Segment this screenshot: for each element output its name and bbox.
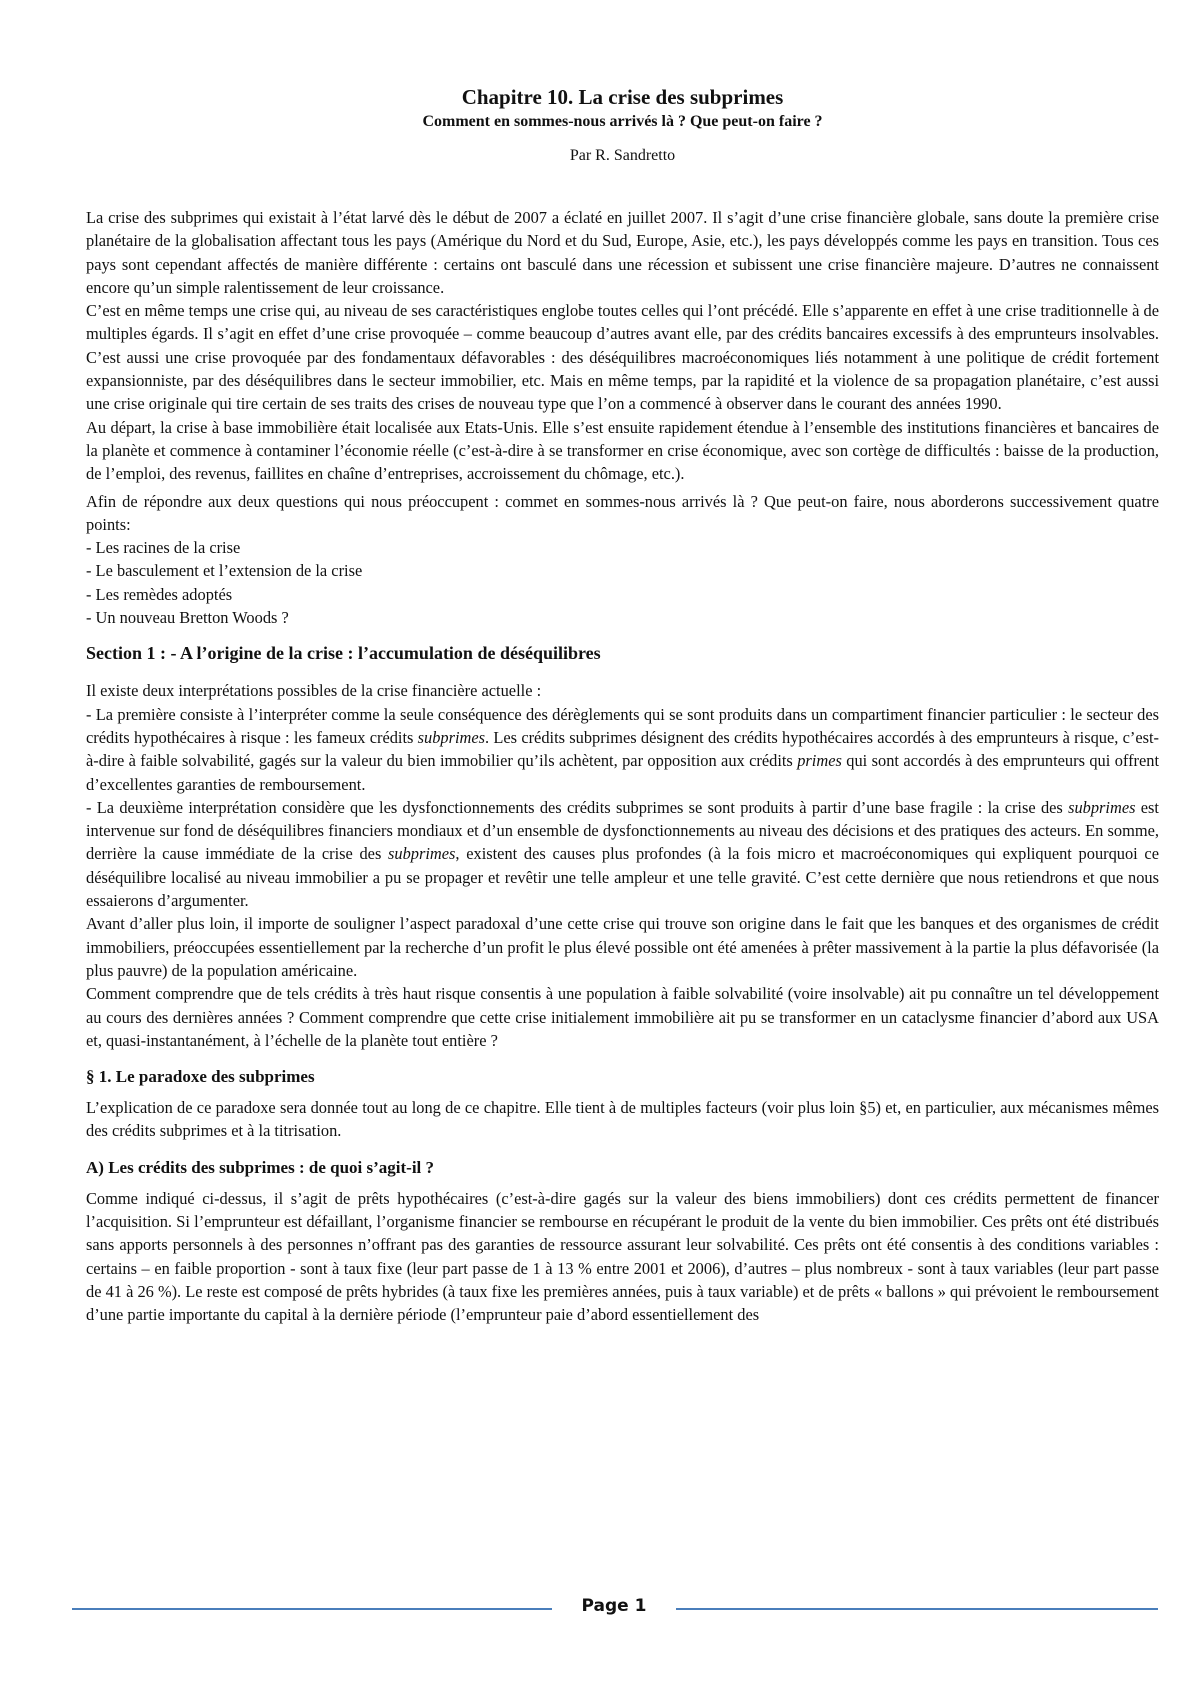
text-run: est intervenue sur fond de déséquilibres financiers mondiaux et d’un ensemble de dysfonctionnements au niveau des décisions et des pratiques des acteurs. En somme, derrière la cause immédiate de la crise des bbox=[86, 797, 1159, 864]
emphasis-subprimes: subprimes bbox=[417, 727, 486, 747]
page-footer bbox=[72, 1594, 1158, 1624]
intro-paragraph-3: Au départ, la crise à base immobilière était localisée aux Etats-Unis. Elle s’est ensuite rapidement étendue à l’ensemble des institutions financières et bancaires de la planète et commence à contaminer l’économie réelle (c’est-à-dire à se transformer en crise économique, avec son cortège de difficultés : baisse de la production, de l’emploi, des revenus, faillites en chaîne d’entreprises, accroissement du chômage, etc.). bbox=[86, 417, 1159, 484]
chapter-title: Chapitre 10. La crise des subprimes bbox=[461, 85, 784, 109]
subsection-a-text: Comme indiqué ci-dessus, il s’agit de prêts hypothécaires (c’est-à-dire gagés sur la valeur des biens immobiliers) dont ces crédits permettent de financer l’acquisition. Si l’emprunteur est défaillant, l’organisme financier se rembourse en récupérant le produit de la vente du bien immobilier. Ces prêts ont été distribués sans apports personnels à des personnes n’offrant pas des garanties de ressource assurant leur solvabilité. Ces prêts ont été consentis à des conditions variables : certains – en faible proportion - sont à taux fixe (leur part passe de 1 à 13 % entre 2001 et 2006), d’autres – plus nombreux - sont à taux variables (leur part passe de 41 à 26 %). Le reste est composé de prêts hybrides (à taux fixe les premières années, puis à taux variable) et de prêts « ballons » qui prévoient le remboursement d’une partie importante du capital à la dernière période (l’emprunteur paie d’abord essentiellement des bbox=[86, 1188, 1159, 1325]
footer-rule-left bbox=[72, 1608, 552, 1610]
footer-rule-right bbox=[676, 1608, 1158, 1610]
section-1-heading: Section 1 : - A l’origine de la crise : l’accumulation de déséquilibres bbox=[86, 643, 601, 664]
section-1-paragraph-2 bbox=[86, 703, 1159, 796]
document-body bbox=[86, 206, 1159, 1326]
text-run: . Les crédits subprimes désignent des crédits hypothécaires accordés à des emprunteurs à risque, c’est-à-dire à faible solvabilité, gagés sur la valeur du bien immobilier qu’ils achètent, par opposition aux crédits bbox=[86, 727, 1159, 771]
intro-paragraph-2: C’est en même temps une crise qui, au niveau de ses caractéristiques englobe toutes celles qui l’ont précédé. Elle s’apparente en effet à une crise traditionnelle à de multiples égards. Il s’agit en effet d’une crise provoquée – comme beaucoup d’autres avant elle, par des crédits bancaires excessifs à des emprunteurs insolvables. C’est aussi une crise provoquée par des fondamentaux défavorables : des déséquilibres macroéconomiques liés notamment à une politique de crédit fortement expansionniste, par des déséquilibres dans le secteur immobilier, etc. Mais en même temps, par la rapidité et la violence de sa propagation planétaire, c’est aussi une crise originale qui tire certain de ses traits des crises de nouveau type que l’on a commencé à observer dans le courant des années 1990. bbox=[86, 301, 1159, 414]
text-run: qui sont accordés à des emprunteurs qui offrent d’excellentes garanties de remboursement. bbox=[86, 751, 1160, 794]
text-run: - La première consiste à l’interpréter comme la seule conséquence des dérèglements qui se sont produits dans un compartiment financier particulier : le secteur des crédits hypothécaires à risque : les fameux crédits bbox=[86, 704, 1159, 747]
list-item: - Les racines de la crise bbox=[86, 538, 241, 558]
emphasis-subprimes: subprimes bbox=[1068, 797, 1136, 817]
intro-paragraph-4: Afin de répondre aux deux questions qui nous préoccupent : commet en sommes-nous arrivés là ? Que peut-on faire, nous aborderons successivement quatre points: bbox=[86, 491, 1159, 534]
emphasis-subprimes: subprimes bbox=[388, 844, 456, 864]
section-1-paragraph-5: Comment comprendre que de tels crédits à très haut risque consentis à une population à faible solvabilité (voire insolvable) ait pu connaître un tel développement au cours des dernières années ? Comment comprendre que cette crise initialement immobilière ait pu se transformer en un cataclysme financier d’abord aux USA et, quasi-instantanément, à l’échelle de la planète tout entière ? bbox=[86, 984, 1159, 1050]
paragraph-1-text: L’explication de ce paradoxe sera donnée tout au long de ce chapitre. Elle tient à de multiples facteurs (voir plus loin §5) et, en particulier, aux mécanismes mêmes des crédits subprimes et à la titrisation. bbox=[86, 1098, 1159, 1141]
emphasis-primes: primes bbox=[797, 751, 842, 771]
section-1-paragraph-3 bbox=[86, 796, 1159, 912]
author-line: Par R. Sandretto bbox=[569, 147, 676, 164]
list-item: - Un nouveau Bretton Woods ? bbox=[86, 608, 289, 628]
text-run: - La deuxième interprétation considère que les dysfonctionnements des crédits subprimes se sont produits à partir d’une base fragile : la crise des bbox=[86, 797, 1069, 817]
list-item: - Le basculement et l’extension de la crise bbox=[86, 561, 363, 581]
text-run: , existent des causes plus profondes (à la fois micro et macroéconomiques qui expliquent pourquoi ce déséquilibre localisé au niveau immobilier a pu se propager et revêtir une telle ampleur et une telle gravité. C’est cette dernière que nous retiendrons et que nous essaierons d’argumenter. bbox=[86, 844, 1159, 911]
points-list bbox=[86, 536, 1159, 629]
list-item: - Les remèdes adoptés bbox=[86, 584, 233, 604]
intro-paragraph-1: La crise des subprimes qui existait à l’état larvé dès le début de 2007 a éclaté en juillet 2007. Il s’agit d’une crise financière globale, sans doute la première crise planétaire de la globalisation affectant tous les pays (Amérique du Nord et du Sud, Europe, Asie, etc.), les pays développés comme les pays en transition. Tous ces pays sont cependant affectés de manière différente : certains ont basculé dans une récession et subissent une crise financière majeure. D’autres ne connaissent encore qu’un simple ralentissement de leur croissance. bbox=[86, 208, 1159, 297]
chapter-subtitle: Comment en sommes-nous arrivés là ? Que peut-on faire ? bbox=[422, 113, 823, 130]
subsection-a-heading: A) Les crédits des subprimes : de quoi s’agit-il ? bbox=[86, 1157, 435, 1177]
section-1-paragraph-1: Il existe deux interprétations possibles de la crise financière actuelle : bbox=[86, 681, 542, 701]
document-page bbox=[86, 84, 1159, 1326]
page-number: Page 1 bbox=[581, 1596, 647, 1616]
paragraph-1-heading: § 1. Le paradoxe des subprimes bbox=[86, 1067, 315, 1087]
section-1-paragraph-4: Avant d’aller plus loin, il importe de souligner l’aspect paradoxal d’une cette crise qui trouve son origine dans le fait que les banques et des organismes de crédit immobiliers, préoccupées essentiellement par la recherche d’un profit le plus élevé possible ont été amenées à prêter massivement à la partie la plus défavorisée (la plus pauvre) de la population américaine. bbox=[86, 914, 1159, 980]
